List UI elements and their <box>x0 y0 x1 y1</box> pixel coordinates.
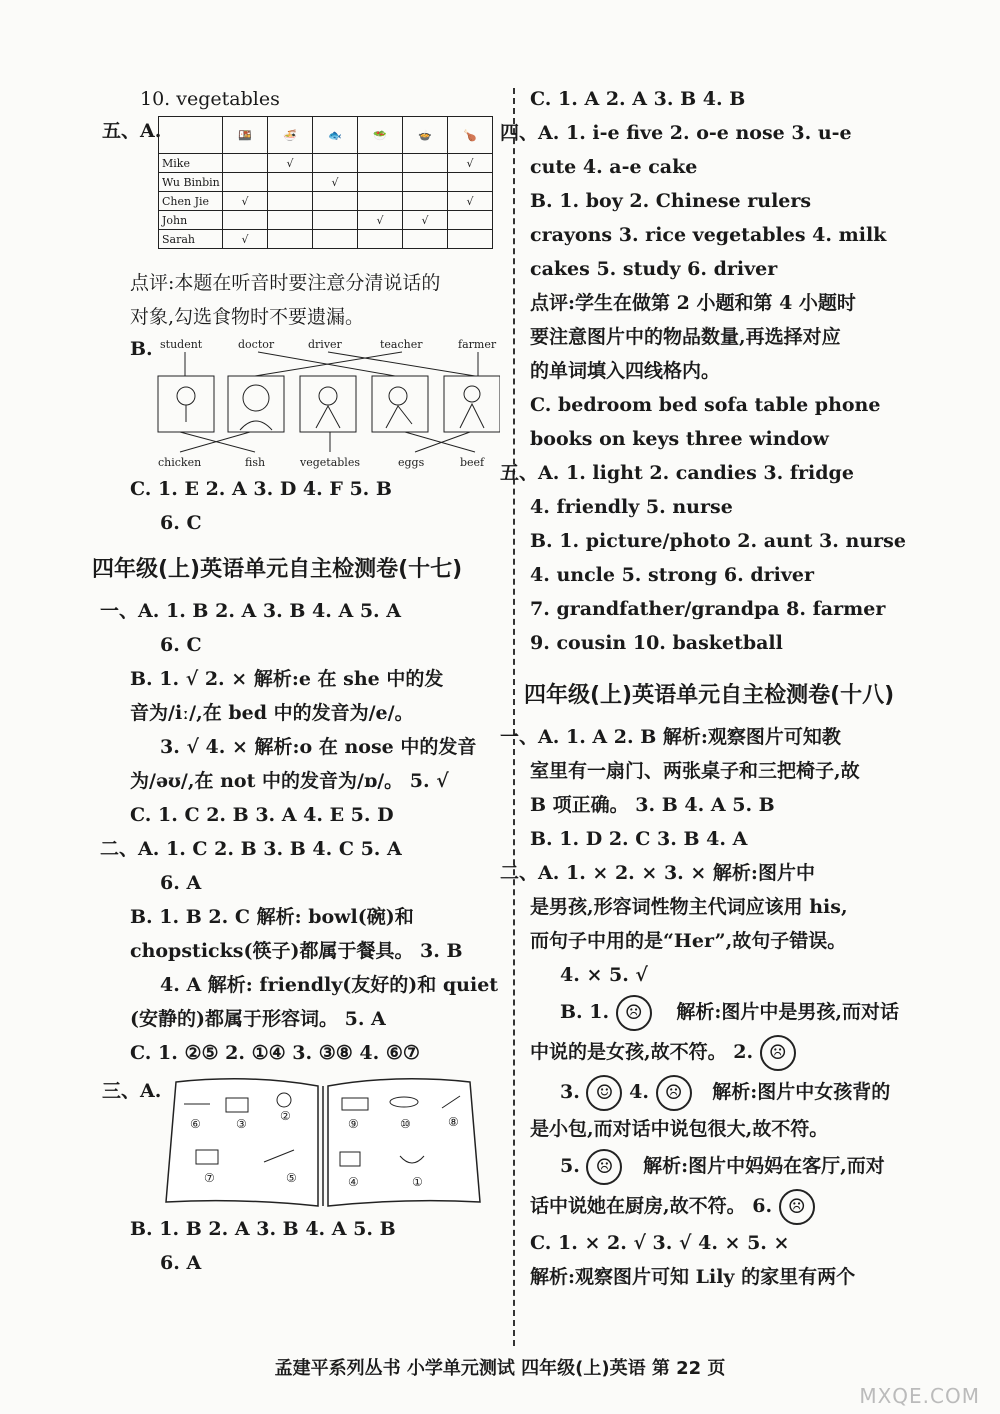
food-icon: 🍜 <box>268 117 313 154</box>
answer-line: C. 1. C 2. B 3. A 4. E 5. D <box>130 804 394 826</box>
item-number: ⑧ <box>448 1115 459 1129</box>
check-cell <box>223 211 268 230</box>
check-cell <box>403 154 448 173</box>
answer-line: 6. A <box>160 872 202 894</box>
answer-line: 二、A. 1. C 2. B 3. B 4. C 5. A <box>100 838 402 860</box>
page-footer: 孟建平系列丛书 小学单元测试 四年级(上)英语 第 22 页 <box>274 1358 726 1379</box>
food-icon: 🐟 <box>313 117 358 154</box>
answer-line: 4. friendly 5. nurse <box>530 496 733 518</box>
sad-face-icon: ☹ <box>779 1189 815 1225</box>
food-label: eggs <box>398 456 425 469</box>
answer-line: crayons 3. rice vegetables 4. milk <box>530 224 887 246</box>
answer-line: C. bedroom bed sofa table phone <box>530 394 881 416</box>
answer-line: B. 1. boy 2. Chinese rulers <box>530 190 812 212</box>
right-column <box>500 82 925 1294</box>
answer-line: cute 4. a-e cake <box>530 156 698 178</box>
answer-line: 解析:观察图片可知 Lily 的家里有两个 <box>530 1266 856 1288</box>
answer-line: 四、A. 1. i-e five 2. o-e nose 3. u-e <box>500 122 852 144</box>
check-cell <box>403 230 448 249</box>
answers-18-end <box>530 1226 925 1294</box>
left-column <box>92 82 500 1280</box>
answer-line: 五、A. 1. light 2. candies 3. fridge <box>500 462 854 484</box>
answer-line: 一、A. 1. B 2. A 3. B 4. A 5. A <box>100 600 402 622</box>
watermark: MXQE.COM <box>859 1384 980 1408</box>
check-cell <box>403 173 448 192</box>
section-label: 五、A. <box>102 120 162 142</box>
check-cell <box>358 192 403 211</box>
item-number: ⑩ <box>400 1117 411 1131</box>
check-cell: √ <box>223 192 268 211</box>
item-number: ① <box>412 1175 423 1189</box>
check-cell <box>448 211 493 230</box>
answer-line: B 项正确。 3. B 4. A 5. B <box>530 794 775 816</box>
answers-17-end <box>130 1212 500 1280</box>
check-cell <box>223 154 268 173</box>
check-cell <box>358 230 403 249</box>
check-cell <box>448 173 493 192</box>
person-name: Chen Jie <box>159 192 223 211</box>
item-number: B. 1. <box>560 1001 610 1023</box>
item-number: ④ <box>348 1175 359 1189</box>
table-row <box>159 230 493 249</box>
book-figure <box>102 1070 500 1212</box>
check-cell: √ <box>313 173 358 192</box>
answer-line: 7. grandfather/grandpa 8. farmer <box>530 598 886 620</box>
answer-line: 4. A 解析: friendly(友好的)和 quiet <box>160 974 499 996</box>
food-icon: 🥗 <box>358 117 403 154</box>
explanation-text: 解析:图片中女孩背的 <box>712 1081 891 1103</box>
answer-line: 是男孩,形容词性物主代词应该用 his, <box>530 896 848 918</box>
answer-line <box>530 1032 925 1072</box>
answer-line: 4. × 5. √ <box>560 964 648 986</box>
item-number: ⑨ <box>348 1117 359 1131</box>
answer-line: cakes 5. study 6. driver <box>530 258 778 280</box>
food-label: fish <box>245 456 266 469</box>
table-row <box>159 211 493 230</box>
comment-line: 对象,勾选食物时不要遗漏。 <box>130 306 365 328</box>
answer-line: C. 1. × 2. √ 3. √ 4. × 5. × <box>530 1232 790 1254</box>
item-number: ⑦ <box>204 1171 215 1185</box>
answer-line: books on keys three window <box>530 428 829 450</box>
person-name: Wu Binbin <box>159 173 223 192</box>
check-cell <box>268 192 313 211</box>
comment-line: 点评:本题在听音时要注意分清说话的 <box>130 272 441 294</box>
food-icon: 🍲 <box>403 117 448 154</box>
check-cell <box>223 173 268 192</box>
answer-line: C. 1. ②⑤ 2. ①④ 3. ③⑧ 4. ⑥⑦ <box>130 1042 420 1064</box>
answer-line: chopsticks(筷子)都属于餐具。 3. B <box>130 940 463 962</box>
table-row <box>159 192 493 211</box>
answer-line: 9. cousin 10. basketball <box>530 632 783 654</box>
answer-line: B. 1. D 2. C 3. B 4. A <box>530 828 748 850</box>
smile-face-icon: ☺ <box>586 1075 622 1111</box>
check-cell: √ <box>223 230 268 249</box>
check-cell <box>358 154 403 173</box>
food-table-figure <box>102 116 500 266</box>
section-heading-17: 四年级(上)英语单元自主检测卷(十七) <box>92 557 463 582</box>
item-number: ③ <box>236 1117 247 1131</box>
sad-face-icon: ☹ <box>656 1075 692 1111</box>
answer-line: 10. vegetables <box>140 88 280 110</box>
table-row <box>159 154 493 173</box>
check-cell <box>268 173 313 192</box>
answer-line: B. 1. √ 2. × 解析:e 在 she 中的发 <box>130 668 444 690</box>
column-divider <box>513 88 515 1346</box>
answer-line: C. 1. A 2. A 3. B 4. B <box>530 88 746 110</box>
item-number: 4. <box>629 1081 649 1103</box>
sad-face-icon: ☹ <box>760 1035 796 1071</box>
job-label: farmer <box>458 338 497 351</box>
check-cell <box>313 211 358 230</box>
food-icon: 🍱 <box>223 117 268 154</box>
answer-line <box>530 992 925 1032</box>
sad-face-icon: ☹ <box>616 995 652 1031</box>
check-cell <box>313 230 358 249</box>
answer-line: 的单词填入四线格内。 <box>530 360 721 382</box>
check-cell: √ <box>448 154 493 173</box>
answer-line: (安静的)都属于形容词。 5. A <box>130 1008 386 1030</box>
answers-17 <box>100 594 500 1070</box>
answer-line: 而句子中用的是“Her”,故句子错误。 <box>530 930 847 952</box>
food-label: vegetables <box>300 456 360 469</box>
answer-line: 一、A. 1. A 2. B 解析:观察图片可知教 <box>500 726 841 748</box>
check-cell <box>358 173 403 192</box>
answer-line: 音为/iː/,在 bed 中的发音为/e/。 <box>130 702 414 724</box>
item-number: ② <box>280 1109 291 1123</box>
explanation-text: 解析:图片中妈妈在客厅,而对 <box>643 1155 885 1177</box>
check-cell <box>268 230 313 249</box>
answer-line: 是小包,而对话中说包很大,故不符。 <box>530 1118 829 1140</box>
answer-line <box>530 1072 925 1112</box>
check-cell <box>448 230 493 249</box>
job-label: teacher <box>380 338 423 351</box>
answer-line <box>530 1186 925 1226</box>
explanation-text: 话中说她在厨房,故不符。 6. <box>530 1195 773 1217</box>
item-number: 3. <box>560 1081 580 1103</box>
answer-line: 6. C <box>160 512 202 534</box>
check-cell <box>403 192 448 211</box>
check-cell: √ <box>358 211 403 230</box>
answer-line: B. 1. B 2. C 解析: bowl(碗)和 <box>130 906 414 928</box>
table-row <box>159 173 493 192</box>
answer-line: 3. √ 4. × 解析:o 在 nose 中的发音 <box>160 736 477 758</box>
food-icon: 🍗 <box>448 117 493 154</box>
answer-line: 6. C <box>160 634 202 656</box>
open-book-picture <box>160 1070 490 1212</box>
sad-face-icon: ☹ <box>586 1149 622 1185</box>
answer-line: B. 1. B 2. A 3. B 4. A 5. B <box>130 1218 396 1240</box>
answer-line: 6. A <box>160 1252 202 1274</box>
job-label: doctor <box>238 338 275 351</box>
person-name: Sarah <box>159 230 223 249</box>
person-name: John <box>159 211 223 230</box>
food-label: chicken <box>158 456 202 469</box>
answer-line: B. 1. picture/photo 2. aunt 3. nurse <box>530 530 906 552</box>
person-name: Mike <box>159 154 223 173</box>
check-cell <box>313 192 358 211</box>
answer-line: C. 1. E 2. A 3. D 4. F 5. B <box>130 478 392 500</box>
explanation-text: 中说的是女孩,故不符。 2. <box>530 1041 754 1063</box>
answer-line: 为/əʊ/,在 not 中的发音为/ɒ/。 5. √ <box>130 770 449 792</box>
job-label: student <box>160 338 203 351</box>
answers-16-continued <box>500 82 925 660</box>
answer-line: 点评:学生在做第 2 小题和第 4 小题时 <box>530 292 856 314</box>
item-number: ⑤ <box>286 1171 297 1185</box>
check-cell: √ <box>448 192 493 211</box>
food-check-table <box>158 116 493 249</box>
item-number: ⑥ <box>190 1117 201 1131</box>
job-food-matching-diagram <box>140 334 500 472</box>
section-label: 三、A. <box>102 1080 162 1102</box>
food-label: beef <box>460 456 485 469</box>
section-heading-18: 四年级(上)英语单元自主检测卷(十八) <box>524 683 895 708</box>
item-number: 5. <box>560 1155 580 1177</box>
check-cell <box>268 211 313 230</box>
answer-line: 要注意图片中的物品数量,再选择对应 <box>530 326 841 348</box>
answers-18 <box>500 720 925 992</box>
check-cell: √ <box>268 154 313 173</box>
answer-line: 4. uncle 5. strong 6. driver <box>530 564 814 586</box>
matching-figure <box>130 334 500 472</box>
answer-line: 室里有一扇门、两张桌子和三把椅子,故 <box>530 760 860 782</box>
explanation-text: 解析:图片中是男孩,而对话 <box>676 1001 900 1023</box>
section-label: B. <box>130 338 153 360</box>
check-cell <box>313 154 358 173</box>
answer-line: 二、A. 1. × 2. × 3. × 解析:图片中 <box>500 862 815 884</box>
check-cell: √ <box>403 211 448 230</box>
job-label: driver <box>308 338 342 351</box>
answer-line <box>530 1146 925 1186</box>
